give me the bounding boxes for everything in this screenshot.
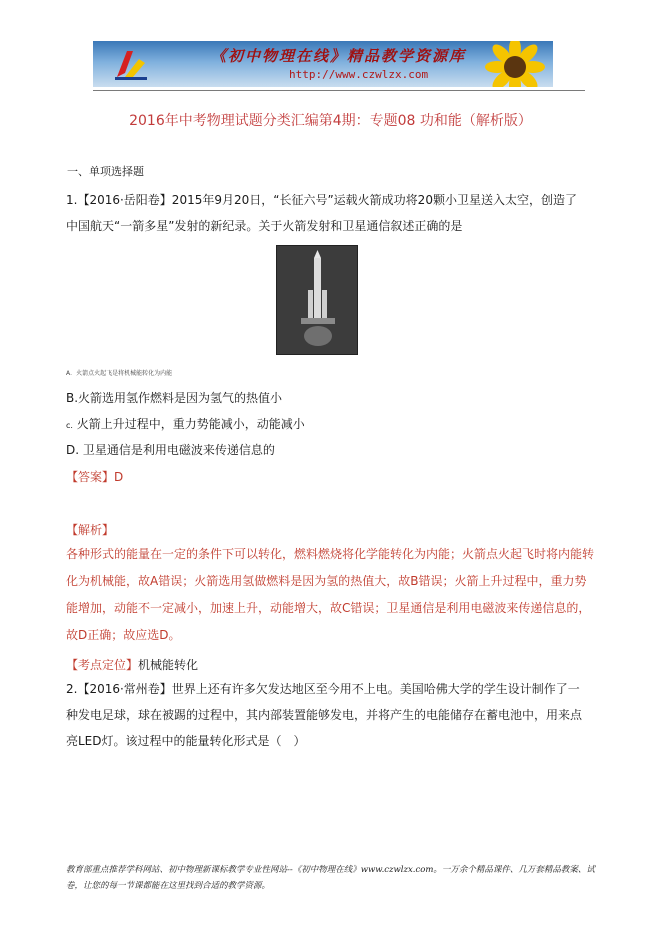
option-c-text: 火箭上升过程中，重力势能减小，动能减小 (76, 417, 305, 431)
rocket-icon (277, 246, 357, 354)
banner-title: 《初中物理在线》精品教学资源库 (211, 47, 467, 65)
option-a: A．火箭点火起飞是将机械能转化为内能 (66, 370, 173, 377)
option-c (66, 415, 305, 432)
footer-text: 教育部重点推荐学科网站、初中物理新课标教学专业性网站--《初中物理在线》www.czwlzx.com。一万余个精品课件、几万套精品教案、试卷，让您的每一节课都能在这里找到合适的教学资源。 (66, 865, 595, 891)
knowledge-point-label: 【考点定位】 (66, 658, 139, 672)
analysis-text: 各种形式的能量在一定的条件下可以转化，燃料燃烧将化学能转化为内能；火箭点火起飞时将内能转化为机械能，故A错误；火箭选用氢做燃料是因为氢的热值大，故B错误；火箭上升过程中，重力势能增加，动能不一定减小，加速上升，动能增大，故C错误；卫星通信是利用电磁波来传递信息的，故D正确；故应选D。 (66, 547, 595, 642)
section-heading: 一、单项选择题 (67, 165, 144, 178)
answer-line (66, 468, 123, 485)
question-1-text: 1.【2016·岳阳卷】2015年9月20日，“长征六号”运载火箭成功将20颗小卫星送入太空，创造了中国航天“一箭多星”发射的新纪录。关于火箭发射和卫星通信叙述正确的是 (66, 193, 577, 233)
sunflower-icon (483, 41, 547, 87)
analysis-heading: 【解析】 (66, 523, 115, 537)
header-rule (93, 90, 585, 91)
question-2-text: 2.【2016·常州卷】世界上还有许多欠发达地区至今用不上电。美国哈佛大学的学生设计制作了一种发电足球，球在被踢的过程中，其内部装置能够发电，并将产生的电能储存在蓄电池中，用来点亮LED灯。该过程中的能量转化形式是（ ） (66, 682, 583, 748)
answer-value: D (114, 470, 124, 484)
knowledge-point-value: 机械能转化 (138, 658, 199, 672)
banner-url[interactable]: http://www.czwlzx.com (289, 68, 429, 81)
document-title: 2016年中考物理试题分类汇编第4期：专题08 功和能（解析版） (129, 113, 532, 129)
option-c-letter: c. (66, 421, 73, 430)
knowledge-point (66, 656, 198, 673)
answer-label: 【答案】 (66, 470, 115, 484)
option-d: D. 卫星通信是利用电磁波来传递信息的 (66, 443, 275, 457)
option-b: B.火箭选用氢作燃料是因为氢气的热值小 (66, 391, 283, 405)
rocket-image (276, 245, 358, 355)
header-banner (93, 41, 553, 87)
site-logo-icon (111, 47, 151, 83)
